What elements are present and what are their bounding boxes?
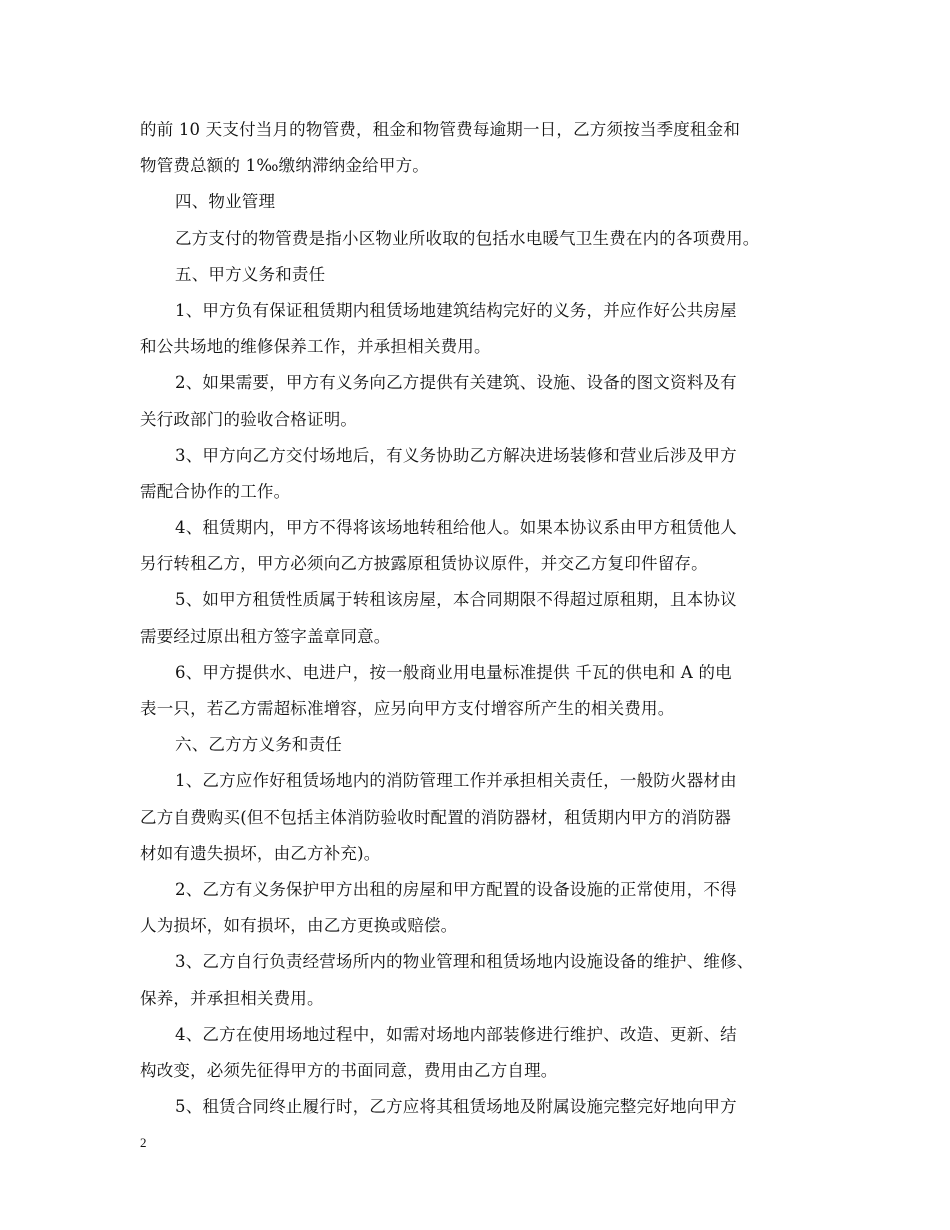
clause-line: 6、甲方提供水、电进户，按一般商业用电量标准提供 千瓦的供电和 A 的电 [175, 662, 732, 682]
body-line: 材如有遗失损坏，由乙方补充)。 [140, 843, 381, 863]
body-line: 构改变，必须先征得甲方的书面同意，费用由乙方自理。 [140, 1060, 558, 1080]
section-heading: 五、甲方义务和责任 [175, 264, 326, 284]
clause-line: 3、乙方自行负责经营场所内的物业管理和租赁场地内设施设备的维护、维修、 [175, 952, 754, 972]
clause-line: 4、乙方在使用场地过程中，如需对场地内部装修进行维护、改造、更新、结 [175, 1024, 737, 1044]
body-line: 乙方支付的物管费是指小区物业所收取的包括水电暖气卫生费在内的各项费用。 [175, 228, 760, 248]
body-line: 乙方自费购买(但不包括主体消防验收时配置的消防器材，租赁期内甲方的消防器 [140, 807, 732, 827]
body-line: 表一只，若乙方需超标准增容，应另向甲方支付增容所产生的相关费用。 [140, 699, 675, 718]
clause-line: 3、甲方向乙方交付场地后，有义务协助乙方解决进场装修和营业后涉及甲方 [175, 445, 737, 465]
body-line: 的前 10 天支付当月的物管费，租金和物管费每逾期一日，乙方须按当季度租金和 [140, 120, 741, 139]
body-line: 和公共场地的维修保养工作，并承担相关费用。 [140, 337, 491, 357]
document-body [140, 112, 820, 1125]
clause-line: 2、乙方有义务保护甲方出租的房屋和甲方配置的设备设施的正常使用，不得 [175, 879, 737, 899]
body-line: 物管费总额的 1‰缴纳滞纳金给甲方。 [140, 156, 429, 176]
clause-line: 5、租赁合同终止履行时，乙方应将其租赁场地及附属设施完整完好地向甲方 [175, 1097, 737, 1117]
body-line: 人为损坏，如有损坏，由乙方更换或赔偿。 [140, 916, 458, 936]
body-line: 需要经过原出租方签字盖章同意。 [140, 626, 391, 646]
body-line: 需配合协作的工作。 [140, 481, 291, 501]
body-line: 保养，并承担相关费用。 [140, 988, 324, 1008]
page-number: 2 [140, 1135, 147, 1150]
section-heading: 四、物业管理 [175, 192, 276, 212]
body-line: 另行转租乙方，甲方必须向乙方披露原租赁协议原件，并交乙方复印件留存。 [140, 554, 708, 574]
clause-line: 1、乙方应作好租赁场地内的消防管理工作并承担相关责任，一般防火器材由 [175, 771, 737, 791]
body-line: 关行政部门的验收合格证明。 [140, 409, 358, 429]
clause-line: 1、甲方负有保证租赁期内租赁场地建筑结构完好的义务，并应作好公共房屋 [175, 300, 737, 320]
section-heading: 六、乙方方义务和责任 [175, 735, 342, 755]
clause-line: 2、如果需要，甲方有义务向乙方提供有关建筑、设施、设备的图文资料及有 [175, 373, 737, 393]
clause-line: 5、如甲方租赁性质属于转租该房屋，本合同期限不得超过原租期，且本协议 [175, 590, 737, 610]
clause-line: 4、租赁期内，甲方不得将该场地转租给他人。如果本协议系由甲方租赁他人 [175, 518, 737, 538]
